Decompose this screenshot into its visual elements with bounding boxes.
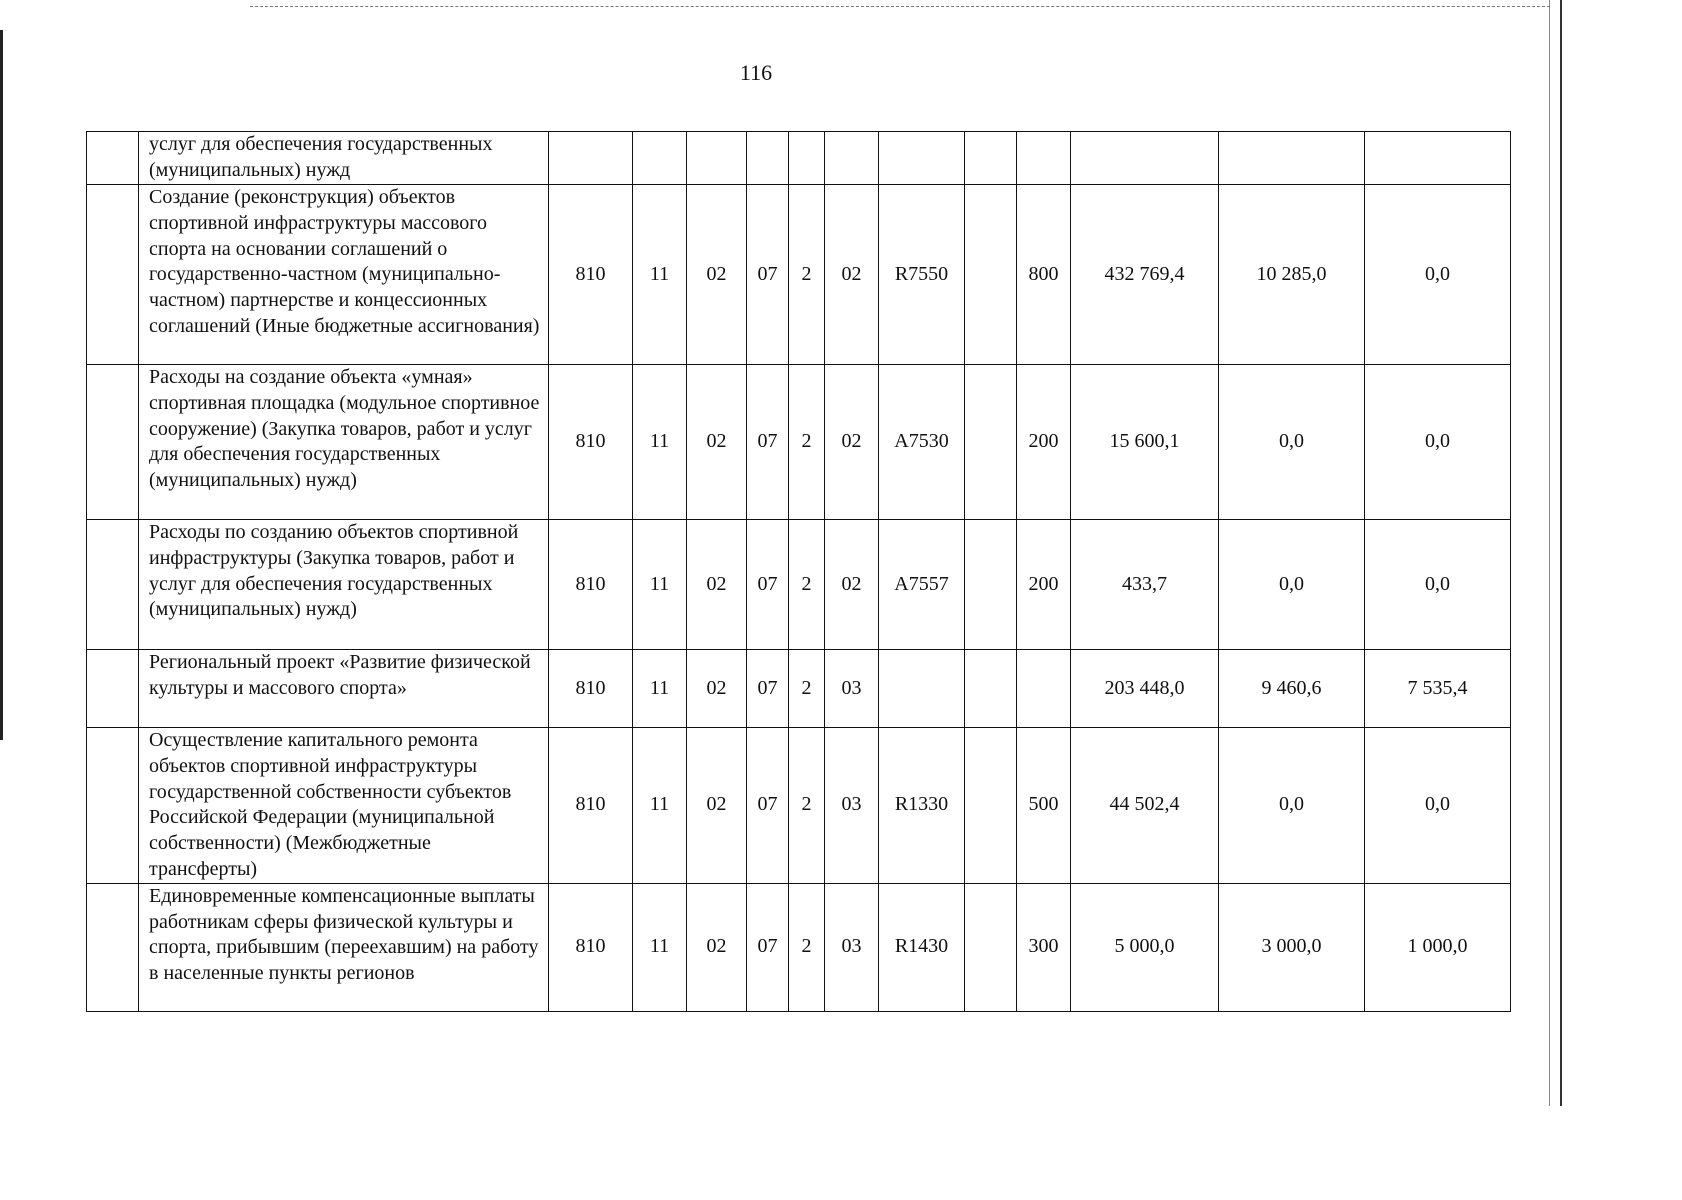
amount-year2-cell: 10 285,0 <box>1219 185 1365 365</box>
item-name-cell: Расходы на создание объекта «умная» спортивная площадка (модульное спортивное сооружение) (Закупка товаров, работ и услуг для обеспечения государственных (муниципальных) нужд) <box>139 365 549 520</box>
amount-year2-cell: 9 460,6 <box>1219 650 1365 728</box>
amount-year1-cell: 44 502,4 <box>1071 728 1219 884</box>
subsection-code-cell <box>687 132 747 185</box>
section-code-cell: 11 <box>633 520 687 650</box>
table-row <box>87 365 1511 520</box>
amount-year3-cell: 0,0 <box>1365 728 1511 884</box>
amount-year3-cell: 0,0 <box>1365 185 1511 365</box>
amount-year3-cell: 1 000,0 <box>1365 883 1511 1011</box>
admin-code-cell: 810 <box>549 728 633 884</box>
amount-year2-cell: 3 000,0 <box>1219 883 1365 1011</box>
expense-direction-cell: R7550 <box>879 185 965 365</box>
row-number-cell <box>87 728 139 884</box>
expense-direction-cell: А7530 <box>879 365 965 520</box>
expense-type-cell <box>1017 132 1071 185</box>
event-code-cell: 03 <box>825 650 879 728</box>
section-code-cell: 11 <box>633 883 687 1011</box>
expense-type-cell: 500 <box>1017 728 1071 884</box>
expense-direction-cell: R1330 <box>879 728 965 884</box>
program-code-cell: 07 <box>747 365 789 520</box>
amount-year2-cell: 0,0 <box>1219 728 1365 884</box>
extra-code-cell <box>965 650 1017 728</box>
table-row <box>87 185 1511 365</box>
program-code-cell: 07 <box>747 520 789 650</box>
event-code-cell: 02 <box>825 365 879 520</box>
amount-year1-cell: 15 600,1 <box>1071 365 1219 520</box>
expense-type-cell: 200 <box>1017 520 1071 650</box>
event-code-cell: 02 <box>825 185 879 365</box>
amount-year2-cell: 0,0 <box>1219 365 1365 520</box>
table-row <box>87 883 1511 1011</box>
amount-year3-cell: 0,0 <box>1365 365 1511 520</box>
section-code-cell: 11 <box>633 650 687 728</box>
extra-code-cell <box>965 185 1017 365</box>
section-code-cell: 11 <box>633 365 687 520</box>
item-name-cell: Расходы по созданию объектов спортивной инфраструктуры (Закупка товаров, работ и услуг для обеспечения государственных (муниципальных) нужд) <box>139 520 549 650</box>
subsection-code-cell: 02 <box>687 728 747 884</box>
subsection-code-cell: 02 <box>687 520 747 650</box>
page-number: 116 <box>739 60 773 85</box>
amount-year1-cell: 203 448,0 <box>1071 650 1219 728</box>
subprogram-code-cell: 2 <box>789 185 825 365</box>
extra-code-cell <box>965 132 1017 185</box>
row-number-cell <box>87 650 139 728</box>
row-number-cell <box>87 520 139 650</box>
subsection-code-cell: 02 <box>687 185 747 365</box>
row-number-cell <box>87 132 139 185</box>
row-number-cell <box>87 365 139 520</box>
item-name-cell: Единовременные компенсационные выплаты работникам сферы физической культуры и спорта, прибывшим (переехавшим) на работу в населенные пункты регионов <box>139 883 549 1011</box>
table-row <box>87 132 1511 185</box>
admin-code-cell <box>549 132 633 185</box>
admin-code-cell: 810 <box>549 650 633 728</box>
expense-direction-cell <box>879 132 965 185</box>
row-number-cell <box>87 883 139 1011</box>
scan-artifact-top-line <box>250 6 1550 7</box>
extra-code-cell <box>965 520 1017 650</box>
subprogram-code-cell: 2 <box>789 365 825 520</box>
subsection-code-cell: 02 <box>687 650 747 728</box>
item-name-cell: услуг для обеспечения государственных (муниципальных) нужд <box>139 132 549 185</box>
amount-year1-cell: 432 769,4 <box>1071 185 1219 365</box>
expense-direction-cell: R1430 <box>879 883 965 1011</box>
amount-year3-cell <box>1365 132 1511 185</box>
expense-type-cell: 300 <box>1017 883 1071 1011</box>
amount-year3-cell: 0,0 <box>1365 520 1511 650</box>
section-code-cell <box>633 132 687 185</box>
amount-year3-cell: 7 535,4 <box>1365 650 1511 728</box>
expense-type-cell: 200 <box>1017 365 1071 520</box>
admin-code-cell: 810 <box>549 365 633 520</box>
event-code-cell: 03 <box>825 883 879 1011</box>
program-code-cell: 07 <box>747 883 789 1011</box>
program-code-cell: 07 <box>747 650 789 728</box>
admin-code-cell: 810 <box>549 883 633 1011</box>
item-name-cell: Осуществление капитального ремонта объектов спортивной инфраструктуры государственной собственности субъектов Российской Федерации (муниципальной собственности) (Межбюджетные трансферты) <box>139 728 549 884</box>
subprogram-code-cell: 2 <box>789 728 825 884</box>
budget-table <box>86 131 1511 1012</box>
amount-year1-cell <box>1071 132 1219 185</box>
expense-type-cell <box>1017 650 1071 728</box>
section-code-cell: 11 <box>633 185 687 365</box>
scan-artifact-right-bar <box>1560 0 1562 1106</box>
table-row <box>87 650 1511 728</box>
expense-direction-cell <box>879 650 965 728</box>
amount-year2-cell <box>1219 132 1365 185</box>
subsection-code-cell: 02 <box>687 365 747 520</box>
event-code-cell <box>825 132 879 185</box>
section-code-cell: 11 <box>633 728 687 884</box>
subprogram-code-cell <box>789 132 825 185</box>
event-code-cell: 02 <box>825 520 879 650</box>
item-name-cell: Создание (реконструкция) объектов спортивной инфраструктуры массового спорта на основании соглашений о государственно-частном (муниципально-частном) партнерстве и концессионных соглашений (Иные бюджетные ассигнования) <box>139 185 549 365</box>
amount-year1-cell: 5 000,0 <box>1071 883 1219 1011</box>
event-code-cell: 03 <box>825 728 879 884</box>
expense-direction-cell: А7557 <box>879 520 965 650</box>
item-name-cell: Региональный проект «Развитие физической культуры и массового спорта» <box>139 650 549 728</box>
program-code-cell <box>747 132 789 185</box>
subsection-code-cell: 02 <box>687 883 747 1011</box>
row-number-cell <box>87 185 139 365</box>
program-code-cell: 07 <box>747 185 789 365</box>
subprogram-code-cell: 2 <box>789 883 825 1011</box>
extra-code-cell <box>965 883 1017 1011</box>
program-code-cell: 07 <box>747 728 789 884</box>
admin-code-cell: 810 <box>549 520 633 650</box>
extra-code-cell <box>965 728 1017 884</box>
expense-type-cell: 800 <box>1017 185 1071 365</box>
amount-year2-cell: 0,0 <box>1219 520 1365 650</box>
admin-code-cell: 810 <box>549 185 633 365</box>
subprogram-code-cell: 2 <box>789 650 825 728</box>
table-row <box>87 728 1511 884</box>
amount-year1-cell: 433,7 <box>1071 520 1219 650</box>
extra-code-cell <box>965 365 1017 520</box>
subprogram-code-cell: 2 <box>789 520 825 650</box>
scan-artifact-right-bar-thin <box>1549 0 1550 1106</box>
table-row <box>87 520 1511 650</box>
scan-artifact-left-bar <box>0 30 3 740</box>
